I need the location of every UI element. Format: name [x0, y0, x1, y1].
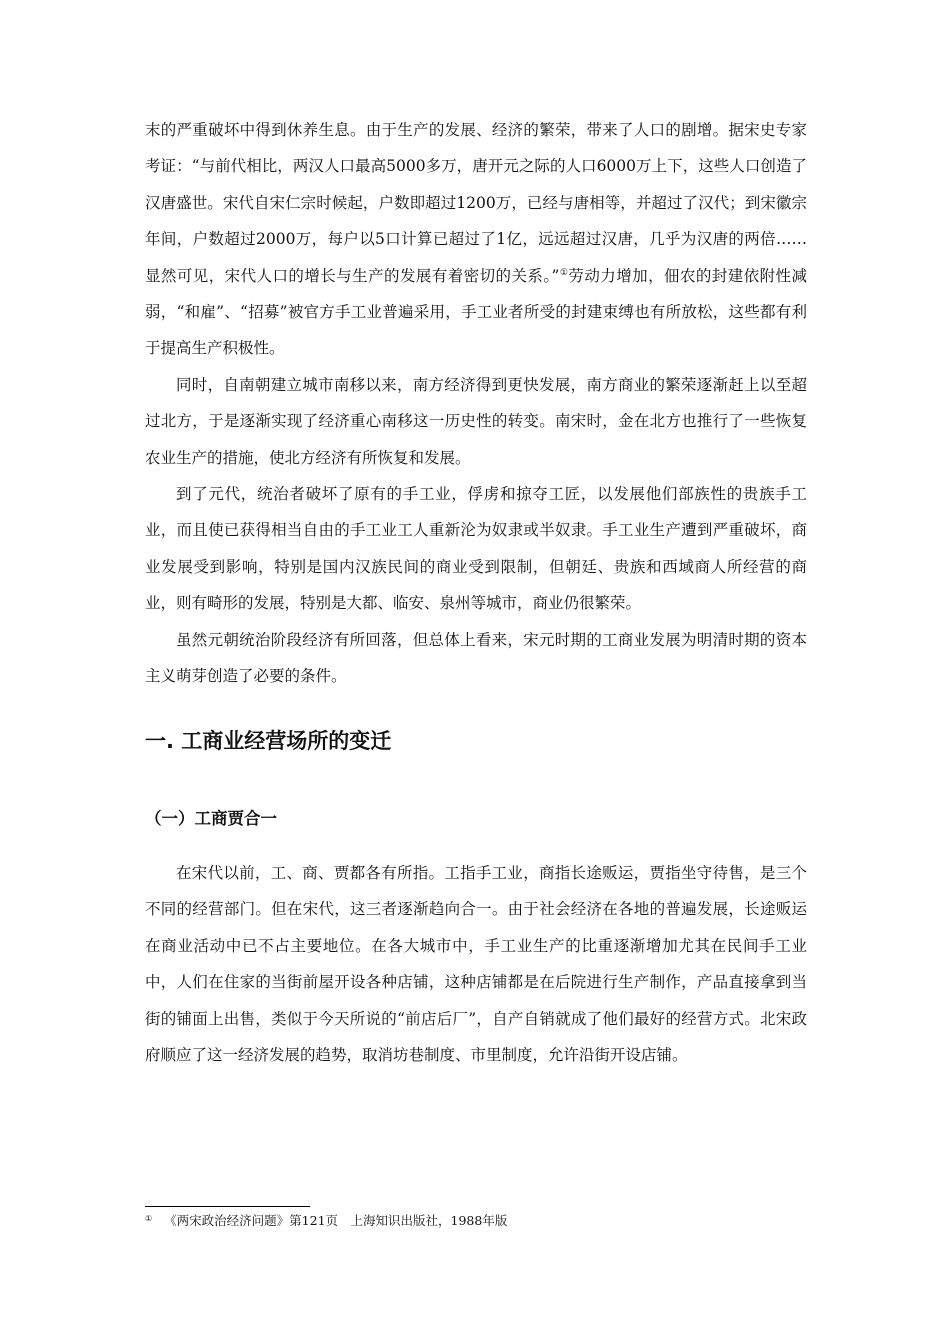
- paragraph-merchant-merge: 在宋代以前，工、商、贾都各有所指。工指手工业，商指长途贩运，贾指坐守待售，是三个不同的经营部门。但在宋代，这三者逐渐趋向合一。由于社会经济在各地的普遍发展，长途贩运在商业活动中已不占主要地位。在各大城市中，手工业生产的比重逐渐增加尤其在民间手工业中，人们在住家的当街前屋开设各种店铺，这种店铺都是在后院进行生产制作，产品直接拿到当街的铺面上出售，类似于今天所说的“前店后厂”，自产自销就成了他们最好的经营方式。北宋政府顺应了这一经济发展的趋势，取消坊巷制度、市里制度，允许沿街开设店铺。: [145, 864, 807, 1065]
- section-subheading: （一）工商贾合一: [145, 809, 277, 828]
- footnote-marker: ①: [145, 1214, 153, 1223]
- footnote: [145, 1212, 507, 1230]
- document-page: [145, 112, 807, 1065]
- paragraph-population: [145, 112, 807, 367]
- section-body: [145, 855, 807, 1073]
- paragraph-conclusion: 虽然元朝统治阶段经济有所回落，但总体上看来，宋元时期的工商业发展为明清时期的资本主义萌芽创造了必要的条件。: [145, 630, 807, 686]
- paragraph-population-text: 末的严重破坏中得到休养生息。由于生产的发展、经济的繁荣，带来了人口的剧增。据宋史专家考证：“与前代相比，两汉人口最高5000多万，唐开元之际的人口6000万上下，这些人口创造了汉唐盛世。宋代自宋仁宗时候起，户数即超过1200万，已经与唐相等，并超过了汉代；到宋徽宗年间，户数超过2000万，每户以5口计算已超过了1亿，远远超过汉唐，几乎为汉唐的两倍……显然可见，宋代人口的增长与生产的发展有着密切的关系。”: [145, 121, 807, 285]
- footnote-divider: [145, 1206, 310, 1207]
- paragraph-yuan-dynasty: 到了元代，统治者破坏了原有的手工业，俘虏和掠夺工匠，以发展他们部族性的贵族手工业，而且使已获得相当自由的手工业工人重新沦为奴隶或半奴隶。手工业生产遭到严重破坏，商业发展受到影响，特别是国内汉族民间的商业受到限制，但朝廷、贵族和西域商人所经营的商业，则有畸形的发展，特别是大都、临安、泉州等城市，商业仍很繁荣。: [145, 485, 807, 613]
- footnote-reference[interactable]: ①: [559, 267, 569, 278]
- section-heading: 一. 工商业经营场所的变迁: [145, 729, 392, 753]
- paragraph-southern-economy: 同时，自南朝建立城市南移以来，南方经济得到更快发展，南方商业的繁荣逐渐赶上以至超过北方，于是逐渐实现了经济重心南移这一历史性的转变。南宋时，金在北方也推行了一些恢复农业生产的措施，使北方经济有所恢复和发展。: [145, 375, 807, 467]
- footnote-text: 《两宋政治经济问题》第121页 上海知识出版社，1988年版: [164, 1213, 508, 1228]
- paragraph-population-continued: 劳动力增加，佃农的封建依附性减弱，“和雇”、“招募”被官方手工业普遍采用，手工业者所受的封建束缚也有所放松，这些都有利于提高生产积极性。: [145, 266, 807, 358]
